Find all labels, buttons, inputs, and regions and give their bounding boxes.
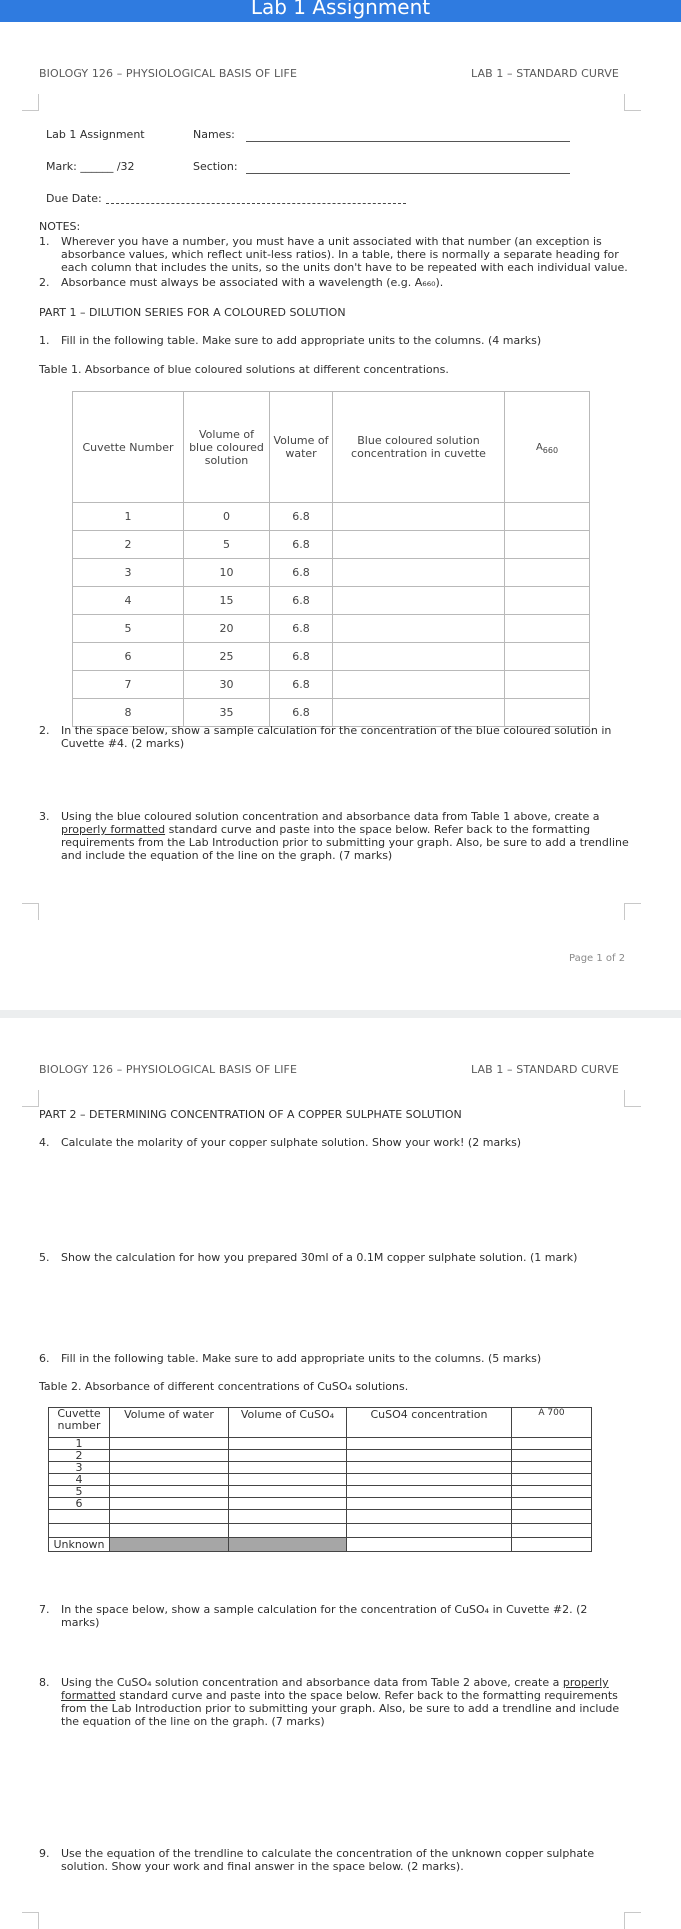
table2-header: Volume of CuSO₄ [229, 1408, 347, 1438]
due-date-field[interactable] [106, 203, 406, 204]
table-cell[interactable] [333, 587, 505, 615]
question-number: 8. [39, 1676, 50, 1689]
section-label: Section: [193, 160, 238, 173]
question-8-underlined: formatted [61, 1689, 116, 1702]
table-cell[interactable] [110, 1450, 229, 1462]
table-cell[interactable] [512, 1498, 592, 1510]
table-row [73, 671, 590, 699]
crop-mark [22, 1912, 39, 1929]
table2-header: A 700 [512, 1408, 592, 1438]
question-6-text: Fill in the following table. Make sure to add appropriate units to the columns. (5 marks) [61, 1352, 542, 1365]
table-cell: 1 [49, 1438, 110, 1450]
table-cell[interactable] [333, 503, 505, 531]
question-4-text: Calculate the molarity of your copper sulphate solution. Show your work! (2 marks) [61, 1136, 522, 1149]
table-cell[interactable] [505, 643, 590, 671]
window-title-bar [0, 0, 681, 22]
table-cell[interactable] [505, 503, 590, 531]
table-cell: 6.8 [270, 699, 333, 727]
crop-mark [624, 94, 641, 111]
table2-header: Cuvette number [49, 1408, 110, 1438]
table-cell[interactable] [110, 1524, 229, 1538]
page1-header-left: BIOLOGY 126 – PHYSIOLOGICAL BASIS OF LIFE [39, 67, 298, 80]
table-cell: 6.8 [270, 615, 333, 643]
question-8-text [61, 1676, 629, 1728]
a660-header: $A_{660}$ [535, 441, 559, 455]
table-cell[interactable] [229, 1510, 347, 1524]
table-row-unknown [49, 1538, 592, 1552]
table-cell: 6 [73, 643, 184, 671]
table-cell: 6.8 [270, 559, 333, 587]
table-cell[interactable] [110, 1462, 229, 1474]
table-cell[interactable] [333, 615, 505, 643]
table-row [49, 1450, 592, 1462]
table-cell[interactable] [512, 1450, 592, 1462]
table-cell: 7 [73, 671, 184, 699]
table-cell: 1 [73, 503, 184, 531]
table-cell[interactable] [229, 1498, 347, 1510]
table-cell[interactable] [347, 1538, 512, 1552]
table-cell: 0 [184, 503, 270, 531]
table-row [73, 559, 590, 587]
table-cell: 5 [49, 1486, 110, 1498]
shaded-cell [229, 1538, 347, 1552]
question-2-text: In the space below, show a sample calculation for the concentration of the blue coloured solution in Cuvette #4. (2 marks) [61, 724, 612, 750]
question-number: 2. [39, 724, 50, 737]
question-1-text: Fill in the following table. Make sure to add appropriate units to the columns. (4 marks) [61, 334, 542, 347]
table-cell[interactable] [505, 671, 590, 699]
table1-header: Volume of water [270, 392, 333, 503]
table-cell: 20 [184, 615, 270, 643]
table-row [49, 1524, 592, 1538]
table-cell[interactable] [333, 559, 505, 587]
question-7-text: In the space below, show a sample calculation for the concentration of CuSO₄ in Cuvette #2. (2 marks) [61, 1603, 588, 1629]
crop-mark [22, 1090, 39, 1107]
page1-header-right: LAB 1 – STANDARD CURVE [471, 67, 619, 80]
table-row [73, 699, 590, 727]
section-field[interactable] [246, 173, 570, 174]
notes-title: NOTES: [39, 220, 81, 233]
table-row [73, 503, 590, 531]
table-cell[interactable] [512, 1538, 592, 1552]
note-number: 1. [39, 235, 50, 248]
table-cell: 15 [184, 587, 270, 615]
table-cell[interactable] [347, 1438, 512, 1450]
table-cell[interactable] [110, 1510, 229, 1524]
table-row [49, 1486, 592, 1498]
table-cell[interactable] [229, 1450, 347, 1462]
note-number: 2. [39, 276, 50, 289]
table-cell[interactable] [49, 1524, 110, 1538]
table-cell[interactable] [333, 531, 505, 559]
table-cell[interactable] [49, 1510, 110, 1524]
table-row [73, 587, 590, 615]
table-cell[interactable] [229, 1486, 347, 1498]
table-cell[interactable] [347, 1510, 512, 1524]
table-cell: 6.8 [270, 587, 333, 615]
question-5-text: Show the calculation for how you prepared 30ml of a 0.1M copper sulphate solution. (1 mark) [61, 1251, 578, 1264]
table-cell[interactable] [512, 1486, 592, 1498]
table-row [49, 1474, 592, 1486]
table-cell: 35 [184, 699, 270, 727]
table-cell[interactable] [505, 531, 590, 559]
table1-header [505, 392, 590, 503]
table1-header: Cuvette Number [73, 392, 184, 503]
table-cell[interactable] [347, 1498, 512, 1510]
table-cell[interactable] [229, 1524, 347, 1538]
table-cell: 6 [49, 1498, 110, 1510]
unknown-label: Unknown [49, 1538, 110, 1552]
crop-mark [624, 1912, 641, 1929]
table-cell[interactable] [512, 1510, 592, 1524]
part2-title: PART 2 – DETERMINING CONCENTRATION OF A COPPER SULPHATE SOLUTION [39, 1108, 462, 1121]
table-row [73, 531, 590, 559]
table-cell[interactable] [512, 1438, 592, 1450]
table-cell[interactable] [229, 1462, 347, 1474]
table-row [73, 615, 590, 643]
table2-header: CuSO4 concentration [347, 1408, 512, 1438]
question-8-text-a: Using the CuSO₄ solution concentration and absorbance data from Table 2 above, create a [61, 1676, 563, 1689]
table-row [49, 1438, 592, 1450]
crop-mark [624, 903, 641, 920]
table-cell: 6.8 [270, 531, 333, 559]
table-cell[interactable] [333, 643, 505, 671]
table-cell[interactable] [110, 1498, 229, 1510]
table-cell[interactable] [347, 1462, 512, 1474]
table-cell[interactable] [347, 1450, 512, 1462]
part1-title: PART 1 – DILUTION SERIES FOR A COLOURED SOLUTION [39, 306, 346, 319]
table-cell[interactable] [512, 1462, 592, 1474]
crop-mark [624, 1090, 641, 1107]
table1-header: Blue coloured solution concentration in cuvette [333, 392, 505, 503]
a660-subscript: 660 [542, 445, 559, 455]
table-cell[interactable] [110, 1474, 229, 1486]
page-number: Page 1 of 2 [569, 953, 626, 964]
table-cell[interactable] [505, 699, 590, 727]
question-number: 5. [39, 1251, 50, 1264]
question-3-underlined: properly formatted [61, 823, 166, 836]
table-cell[interactable] [347, 1474, 512, 1486]
question-number: 7. [39, 1603, 50, 1616]
table-cell[interactable] [512, 1524, 592, 1538]
table1 [72, 391, 590, 727]
table-cell: 6.8 [270, 643, 333, 671]
table-cell: 25 [184, 643, 270, 671]
table-cell: 2 [73, 531, 184, 559]
table-cell[interactable] [110, 1438, 229, 1450]
page2-header-left: BIOLOGY 126 – PHYSIOLOGICAL BASIS OF LIFE [39, 1063, 298, 1076]
table2-caption: Table 2. Absorbance of different concentrations of CuSO₄ solutions. [39, 1380, 409, 1393]
table-cell: 5 [184, 531, 270, 559]
table-cell[interactable] [110, 1486, 229, 1498]
table-cell: 5 [73, 615, 184, 643]
table-cell[interactable] [505, 587, 590, 615]
question-8-underlined: properly [562, 1676, 609, 1689]
table-cell[interactable] [333, 671, 505, 699]
table-cell: 6.8 [270, 503, 333, 531]
table2-header: Volume of water [110, 1408, 229, 1438]
window-title: Lab 1 Assignment [250, 0, 431, 19]
page-separator [0, 1010, 681, 1018]
shaded-cell [110, 1538, 229, 1552]
table-cell: 3 [49, 1462, 110, 1474]
question-number: 1. [39, 334, 50, 347]
question-8-text-b: standard curve and paste into the space below. Refer back to the formatting requirements from the Lab Introduction prior to submitting your graph. Also, be sure to add a trendline and include the equation of the line on the graph. (7 marks) [61, 1689, 620, 1728]
table-cell[interactable] [505, 615, 590, 643]
mark-label: Mark: ______ /32 [46, 160, 135, 173]
question-number: 6. [39, 1352, 50, 1365]
table-cell[interactable] [505, 559, 590, 587]
question-3-text [61, 810, 629, 862]
table-cell[interactable] [333, 699, 505, 727]
table-cell: 4 [73, 587, 184, 615]
crop-mark [22, 903, 39, 920]
crop-mark [22, 94, 39, 111]
table-cell[interactable] [347, 1524, 512, 1538]
table-row [49, 1510, 592, 1524]
question-number: 3. [39, 810, 50, 823]
page2-header-right: LAB 1 – STANDARD CURVE [471, 1063, 619, 1076]
question-number: 9. [39, 1847, 50, 1860]
table-cell[interactable] [347, 1486, 512, 1498]
names-label: Names: [193, 128, 235, 141]
table-row [73, 643, 590, 671]
table-cell: 30 [184, 671, 270, 699]
note-text: Absorbance must always be associated with a wavelength (e.g. A₆₆₀). [61, 276, 444, 289]
table2 [48, 1407, 592, 1552]
due-date-label: Due Date: [46, 192, 102, 205]
table-cell: 8 [73, 699, 184, 727]
table-cell: 4 [49, 1474, 110, 1486]
table-cell: 2 [49, 1450, 110, 1462]
question-3-text-a: Using the blue coloured solution concentration and absorbance data from Table 1 above, create a [61, 810, 600, 823]
table-cell: 6.8 [270, 671, 333, 699]
table1-caption: Table 1. Absorbance of blue coloured solutions at different concentrations. [39, 363, 449, 376]
question-3-text-b: standard curve and paste into the space below. Refer back to the formatting requirements from the Lab Introduction prior to submitting your graph. Also, be sure to add a trendline and include the equation of the line on the graph. (7 marks) [61, 823, 629, 862]
assignment-label: Lab 1 Assignment [46, 128, 145, 141]
table-cell: 10 [184, 559, 270, 587]
question-9-text: Use the equation of the trendline to calculate the concentration of the unknown copper sulphate solution. Show your work and final answer in the space below. (2 marks). [61, 1847, 595, 1873]
table-cell[interactable] [512, 1474, 592, 1486]
table-row [49, 1498, 592, 1510]
table-row [49, 1462, 592, 1474]
table-cell[interactable] [229, 1438, 347, 1450]
table-cell: 3 [73, 559, 184, 587]
names-field[interactable] [246, 141, 570, 142]
table-cell[interactable] [229, 1474, 347, 1486]
note-text: Wherever you have a number, you must have a unit associated with that number (an exception is absorbance values, which reflect unit-less ratios). In a table, there is normally a separate heading for each column that includes the units, so the units don't have to be repeated with each individual value. [61, 235, 628, 274]
table1-header: Volume of blue coloured solution [184, 392, 270, 503]
question-number: 4. [39, 1136, 50, 1149]
